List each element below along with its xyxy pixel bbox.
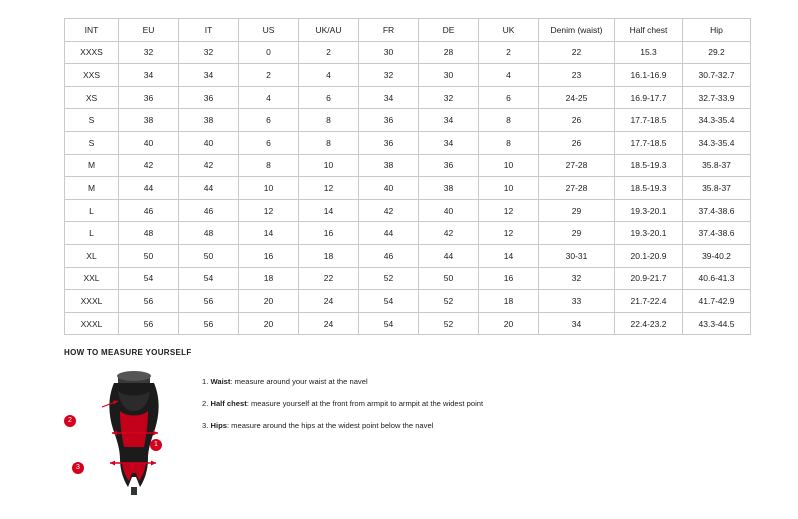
cell-half-chest: 17.7-18.5 bbox=[615, 109, 683, 132]
column-header-int: INT bbox=[65, 19, 119, 42]
cell-it: 40 bbox=[179, 131, 239, 154]
table-row bbox=[65, 244, 751, 267]
cell-denim: 23 bbox=[539, 64, 615, 87]
cell-half-chest: 18.5-19.3 bbox=[615, 154, 683, 177]
cell-eu: 38 bbox=[119, 109, 179, 132]
cell-ukau: 16 bbox=[299, 222, 359, 245]
cell-us: 10 bbox=[239, 177, 299, 200]
cell-fr: 54 bbox=[359, 312, 419, 335]
cell-int: XXS bbox=[65, 64, 119, 87]
cell-uk: 10 bbox=[479, 177, 539, 200]
cell-denim: 32 bbox=[539, 267, 615, 290]
cell-denim: 24-25 bbox=[539, 86, 615, 109]
cell-de: 52 bbox=[419, 312, 479, 335]
instruction-number-1: 1. bbox=[202, 377, 209, 386]
cell-eu: 34 bbox=[119, 64, 179, 87]
cell-fr: 46 bbox=[359, 244, 419, 267]
cell-eu: 56 bbox=[119, 290, 179, 313]
cell-uk: 20 bbox=[479, 312, 539, 335]
cell-us: 18 bbox=[239, 267, 299, 290]
column-header-denim: Denim (waist) bbox=[539, 19, 615, 42]
cell-ukau: 18 bbox=[299, 244, 359, 267]
table-row bbox=[65, 290, 751, 313]
cell-eu: 46 bbox=[119, 199, 179, 222]
cell-hip: 29.2 bbox=[683, 41, 751, 64]
cell-eu: 44 bbox=[119, 177, 179, 200]
cell-fr: 44 bbox=[359, 222, 419, 245]
instruction-number-2: 2. bbox=[202, 399, 209, 409]
cell-it: 50 bbox=[179, 244, 239, 267]
cell-fr: 36 bbox=[359, 109, 419, 132]
cell-hip: 34.3-35.4 bbox=[683, 131, 751, 154]
cell-denim: 27-28 bbox=[539, 177, 615, 200]
cell-half-chest: 16.1-16.9 bbox=[615, 64, 683, 87]
cell-de: 30 bbox=[419, 64, 479, 87]
cell-int: XXXL bbox=[65, 290, 119, 313]
cell-fr: 36 bbox=[359, 131, 419, 154]
cell-int: XXXS bbox=[65, 41, 119, 64]
cell-de: 40 bbox=[419, 199, 479, 222]
cell-hip: 40.6-41.3 bbox=[683, 267, 751, 290]
table-row bbox=[65, 267, 751, 290]
cell-uk: 10 bbox=[479, 154, 539, 177]
cell-half-chest: 19.3-20.1 bbox=[615, 199, 683, 222]
instruction-text-waist: : measure around your waist at the navel bbox=[230, 377, 368, 386]
cell-half-chest: 20.1-20.9 bbox=[615, 244, 683, 267]
mannequin-illustration bbox=[84, 367, 184, 497]
cell-us: 12 bbox=[239, 199, 299, 222]
cell-eu: 40 bbox=[119, 131, 179, 154]
cell-int: M bbox=[65, 154, 119, 177]
cell-it: 54 bbox=[179, 267, 239, 290]
cell-hip: 37.4-38.6 bbox=[683, 199, 751, 222]
cell-eu: 48 bbox=[119, 222, 179, 245]
column-header-fr: FR bbox=[359, 19, 419, 42]
cell-de: 44 bbox=[419, 244, 479, 267]
cell-us: 8 bbox=[239, 154, 299, 177]
cell-us: 20 bbox=[239, 312, 299, 335]
cell-int: M bbox=[65, 177, 119, 200]
marker-1: 1 bbox=[150, 439, 162, 451]
cell-half-chest: 20.9-21.7 bbox=[615, 267, 683, 290]
cell-hip: 43.3-44.5 bbox=[683, 312, 751, 335]
cell-int: S bbox=[65, 109, 119, 132]
cell-denim: 27-28 bbox=[539, 154, 615, 177]
cell-it: 42 bbox=[179, 154, 239, 177]
cell-int: S bbox=[65, 131, 119, 154]
marker-2: 2 bbox=[64, 415, 76, 427]
cell-ukau: 24 bbox=[299, 290, 359, 313]
column-header-half-chest: Half chest bbox=[615, 19, 683, 42]
column-header-hip: Hip bbox=[683, 19, 751, 42]
cell-ukau: 4 bbox=[299, 64, 359, 87]
cell-ukau: 14 bbox=[299, 199, 359, 222]
cell-denim: 26 bbox=[539, 131, 615, 154]
instruction-label-waist: Waist bbox=[210, 377, 231, 386]
cell-fr: 34 bbox=[359, 86, 419, 109]
cell-it: 56 bbox=[179, 290, 239, 313]
column-header-us: US bbox=[239, 19, 299, 42]
marker-3: 3 bbox=[72, 462, 84, 474]
cell-int: XL bbox=[65, 244, 119, 267]
cell-us: 16 bbox=[239, 244, 299, 267]
cell-uk: 6 bbox=[479, 86, 539, 109]
cell-de: 42 bbox=[419, 222, 479, 245]
table-row bbox=[65, 131, 751, 154]
instruction-number-3: 3. bbox=[202, 421, 209, 431]
measure-instruction-waist bbox=[202, 377, 483, 386]
cell-half-chest: 17.7-18.5 bbox=[615, 131, 683, 154]
column-header-ukau: UK/AU bbox=[299, 19, 359, 42]
cell-us: 6 bbox=[239, 131, 299, 154]
measure-instruction-half-chest bbox=[202, 399, 483, 408]
cell-eu: 54 bbox=[119, 267, 179, 290]
cell-it: 36 bbox=[179, 86, 239, 109]
cell-hip: 30.7-32.7 bbox=[683, 64, 751, 87]
cell-it: 56 bbox=[179, 312, 239, 335]
cell-hip: 35.8-37 bbox=[683, 177, 751, 200]
cell-de: 52 bbox=[419, 290, 479, 313]
cell-ukau: 8 bbox=[299, 131, 359, 154]
instruction-text-half-chest: : measure yourself at the front from armpit to armpit at the widest point bbox=[246, 399, 484, 409]
cell-fr: 54 bbox=[359, 290, 419, 313]
cell-eu: 42 bbox=[119, 154, 179, 177]
how-to-measure-body bbox=[64, 367, 734, 497]
table-row bbox=[65, 199, 751, 222]
table-row bbox=[65, 64, 751, 87]
column-header-it: IT bbox=[179, 19, 239, 42]
cell-ukau: 10 bbox=[299, 154, 359, 177]
how-to-measure-section bbox=[64, 348, 734, 497]
cell-int: XXL bbox=[65, 267, 119, 290]
table-row bbox=[65, 222, 751, 245]
cell-it: 48 bbox=[179, 222, 239, 245]
cell-us: 20 bbox=[239, 290, 299, 313]
cell-us: 4 bbox=[239, 86, 299, 109]
cell-de: 36 bbox=[419, 154, 479, 177]
how-to-measure-title: HOW TO MEASURE YOURSELF bbox=[64, 348, 192, 357]
cell-denim: 29 bbox=[539, 222, 615, 245]
cell-ukau: 12 bbox=[299, 177, 359, 200]
cell-hip: 41.7-42.9 bbox=[683, 290, 751, 313]
cell-half-chest: 18.5-19.3 bbox=[615, 177, 683, 200]
cell-it: 38 bbox=[179, 109, 239, 132]
cell-hip: 34.3-35.4 bbox=[683, 109, 751, 132]
column-header-de: DE bbox=[419, 19, 479, 42]
cell-it: 32 bbox=[179, 41, 239, 64]
cell-fr: 52 bbox=[359, 267, 419, 290]
cell-half-chest: 16.9-17.7 bbox=[615, 86, 683, 109]
cell-denim: 30-31 bbox=[539, 244, 615, 267]
cell-uk: 12 bbox=[479, 222, 539, 245]
cell-de: 34 bbox=[419, 109, 479, 132]
cell-us: 0 bbox=[239, 41, 299, 64]
table-row bbox=[65, 177, 751, 200]
cell-hip: 35.8-37 bbox=[683, 154, 751, 177]
cell-denim: 29 bbox=[539, 199, 615, 222]
cell-de: 32 bbox=[419, 86, 479, 109]
cell-ukau: 8 bbox=[299, 109, 359, 132]
cell-fr: 42 bbox=[359, 199, 419, 222]
cell-de: 34 bbox=[419, 131, 479, 154]
cell-uk: 8 bbox=[479, 131, 539, 154]
cell-us: 6 bbox=[239, 109, 299, 132]
table-row bbox=[65, 109, 751, 132]
cell-hip: 37.4-38.6 bbox=[683, 222, 751, 245]
cell-us: 14 bbox=[239, 222, 299, 245]
cell-ukau: 2 bbox=[299, 41, 359, 64]
cell-eu: 50 bbox=[119, 244, 179, 267]
cell-uk: 16 bbox=[479, 267, 539, 290]
cell-denim: 26 bbox=[539, 109, 615, 132]
cell-ukau: 24 bbox=[299, 312, 359, 335]
size-chart bbox=[64, 18, 734, 335]
column-header-eu: EU bbox=[119, 19, 179, 42]
cell-fr: 30 bbox=[359, 41, 419, 64]
cell-uk: 14 bbox=[479, 244, 539, 267]
cell-de: 38 bbox=[419, 177, 479, 200]
cell-denim: 33 bbox=[539, 290, 615, 313]
instruction-label-hips: Hips bbox=[210, 421, 227, 431]
table-header-row bbox=[65, 19, 751, 42]
cell-uk: 12 bbox=[479, 199, 539, 222]
cell-eu: 36 bbox=[119, 86, 179, 109]
cell-int: L bbox=[65, 199, 119, 222]
instruction-label-half-chest: Half chest bbox=[210, 399, 247, 409]
cell-it: 34 bbox=[179, 64, 239, 87]
table-row bbox=[65, 312, 751, 335]
size-table bbox=[64, 18, 751, 335]
cell-half-chest: 15.3 bbox=[615, 41, 683, 64]
cell-uk: 4 bbox=[479, 64, 539, 87]
cell-hip: 39-40.2 bbox=[683, 244, 751, 267]
cell-int: XXXL bbox=[65, 312, 119, 335]
measure-instructions bbox=[202, 367, 483, 443]
cell-uk: 18 bbox=[479, 290, 539, 313]
cell-it: 44 bbox=[179, 177, 239, 200]
cell-denim: 34 bbox=[539, 312, 615, 335]
cell-ukau: 22 bbox=[299, 267, 359, 290]
cell-denim: 22 bbox=[539, 41, 615, 64]
measurement-figure bbox=[64, 367, 184, 497]
cell-hip: 32.7-33.9 bbox=[683, 86, 751, 109]
cell-de: 50 bbox=[419, 267, 479, 290]
cell-int: L bbox=[65, 222, 119, 245]
cell-fr: 40 bbox=[359, 177, 419, 200]
cell-half-chest: 19.3-20.1 bbox=[615, 222, 683, 245]
measure-instruction-hips bbox=[202, 421, 483, 430]
cell-fr: 38 bbox=[359, 154, 419, 177]
column-header-uk: UK bbox=[479, 19, 539, 42]
cell-de: 28 bbox=[419, 41, 479, 64]
cell-it: 46 bbox=[179, 199, 239, 222]
table-row bbox=[65, 41, 751, 64]
instruction-text-hips: : measure around the hips at the widest point below the navel bbox=[226, 421, 434, 431]
cell-ukau: 6 bbox=[299, 86, 359, 109]
cell-fr: 32 bbox=[359, 64, 419, 87]
cell-uk: 8 bbox=[479, 109, 539, 132]
cell-half-chest: 21.7-22.4 bbox=[615, 290, 683, 313]
table-row bbox=[65, 86, 751, 109]
cell-int: XS bbox=[65, 86, 119, 109]
cell-uk: 2 bbox=[479, 41, 539, 64]
cell-half-chest: 22.4-23.2 bbox=[615, 312, 683, 335]
cell-eu: 32 bbox=[119, 41, 179, 64]
table-row bbox=[65, 154, 751, 177]
cell-us: 2 bbox=[239, 64, 299, 87]
cell-eu: 56 bbox=[119, 312, 179, 335]
